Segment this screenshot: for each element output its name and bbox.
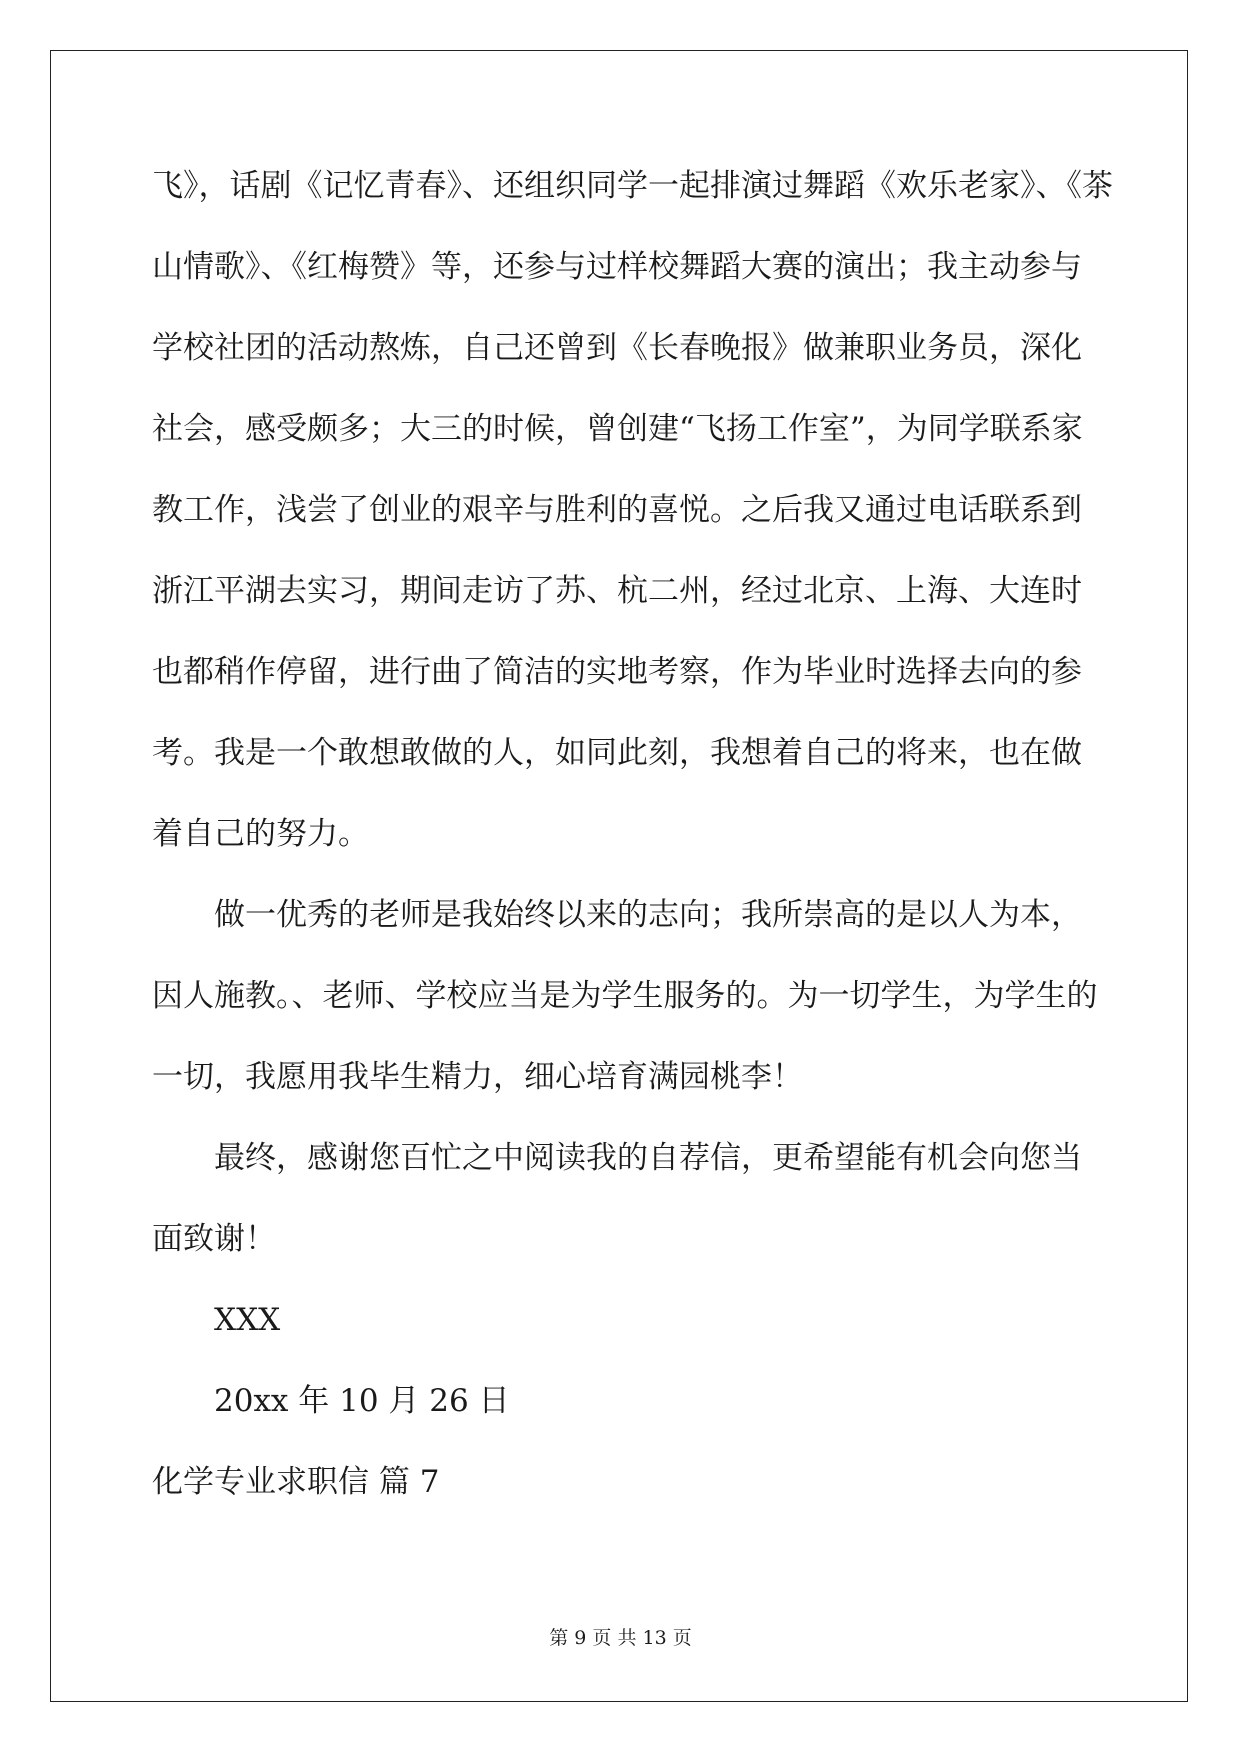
body-line: 面致谢！ bbox=[152, 1221, 276, 1257]
page-footer: 第 9 页 共 13 页 bbox=[549, 1627, 692, 1649]
body-line: 社会，感受颇多；大三的时候，曾创建“飞扬工作室”，为同学联系家 bbox=[152, 411, 1083, 447]
body-line: 因人施教。、老师、学校应当是为学生服务的。为一切学生，为学生的 bbox=[152, 978, 1098, 1014]
signature-name: XXX bbox=[214, 1302, 281, 1338]
body-line: 山情歌》、《红梅赞》等，还参与过样校舞蹈大赛的演出；我主动参与 bbox=[152, 249, 1082, 285]
body-line: 飞》，话剧《记忆青春》、还组织同学一起排演过舞蹈《欢乐老家》、《茶 bbox=[152, 168, 1113, 204]
signature-date: 20xx 年 10 月 26 日 bbox=[214, 1383, 510, 1419]
body-line: 着自己的努力。 bbox=[152, 816, 369, 852]
body-line: 也都稍作停留，进行曲了简洁的实地考察，作为毕业时选择去向的参 bbox=[152, 654, 1082, 690]
body-line: 教工作，浅尝了创业的艰辛与胜利的喜悦。之后我又通过电话联系到 bbox=[152, 492, 1082, 528]
page-border bbox=[50, 50, 1188, 1702]
section-heading: 化学专业求职信 篇 7 bbox=[152, 1464, 440, 1500]
paragraph-start: 做一优秀的老师是我始终以来的志向；我所崇高的是以人为本， bbox=[214, 897, 1082, 933]
paragraph-start: 最终，感谢您百忙之中阅读我的自荐信，更希望能有机会向您当 bbox=[214, 1140, 1082, 1176]
body-line: 考。我是一个敢想敢做的人，如同此刻，我想着自己的将来，也在做 bbox=[152, 735, 1082, 771]
body-line: 一切，我愿用我毕生精力，细心培育满园桃李！ bbox=[152, 1059, 803, 1095]
body-line: 浙江平湖去实习，期间走访了苏、杭二州，经过北京、上海、大连时 bbox=[152, 573, 1082, 609]
body-line: 学校社团的活动熬炼，自己还曾到《长春晚报》做兼职业务员，深化 bbox=[152, 330, 1082, 366]
